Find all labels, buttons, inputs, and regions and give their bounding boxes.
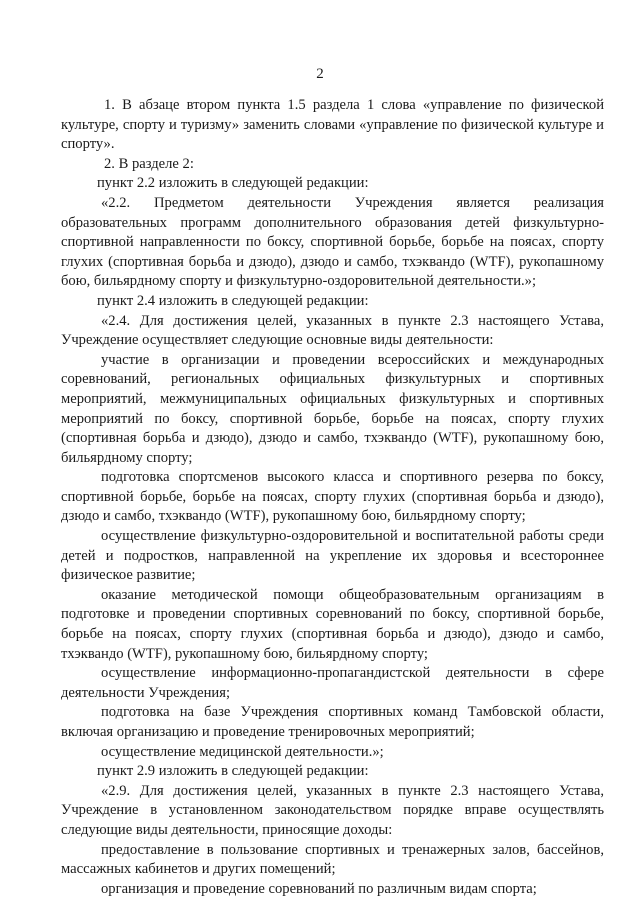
paragraph-item-2-4-intro: пункт 2.4 изложить в следующей редакции: — [97, 292, 369, 309]
list-item-premises-rental: предоставление в пользование спортивных и тренажерных залов, бассейнов, массажных кабинетов и других помещений; — [61, 841, 604, 878]
list-item-athlete-training: подготовка спортсменов высокого класса и спортивного резерва по боксу, спортивной борьбе, борьбе на поясах, спорту глухих (спортивная борьба и дзюдо), дзюдо и самбо, тхэквандо (WTF), рукопашному бою, бильярдному спорту; — [61, 469, 604, 525]
list-item-team-training: подготовка на базе Учреждения спортивных команд Тамбовской области, включая организацию и проведение тренировочных мероприятий; — [61, 704, 604, 740]
list-item-recreational-work: осуществление физкультурно-оздоровительной и воспитательной работы среди детей и подростков, направленной на укрепление их здоровья и всестороннее физическое развитие; — [61, 528, 604, 584]
document-body — [61, 96, 604, 899]
paragraph-section-2: 2. В разделе 2: — [104, 155, 194, 172]
list-item-information-activity: осуществление информационно-пропагандистской деятельности в сфере деятельности Учреждения; — [61, 665, 604, 701]
paragraph-item-2-9-intro: пункт 2.9 изложить в следующей редакции: — [97, 763, 369, 780]
list-item-competitions-organization: организация и проведение соревнований по различным видам спорта; — [101, 880, 537, 897]
paragraph-item-2-2-text: «2.2. Предметом деятельности Учреждения является реализация образовательных программ дополнительного образования детей физкультурно-спортивной направленности по боксу, спортивной борьбе, борьбе на поясах, спорту глухих (спортивная борьба и дзюдо), дзюдо и самбо, тхэквандо (WTF), рукопашному бою, бильярдному спорту и физкультурно-оздоровительной деятельности.»; — [61, 194, 604, 290]
list-item-methodical-help: оказание методической помощи общеобразовательным организациям в подготовке и проведении спортивных соревнований по боксу, спортивной борьбе, борьбе на поясах, спорту глухих (спортивная борьба и дзюдо), дзюдо и самбо, тхэквандо (WTF), рукопашному бою, бильярдному спорту; — [61, 586, 604, 662]
list-item-medical-activity: осуществление медицинской деятельности.»; — [101, 743, 384, 760]
paragraph-item-2-9-text: «2.9. Для достижения целей, указанных в пункте 2.3 настоящего Устава, Учреждение в установленном законодательством порядке вправе осуществлять следующие виды деятельности, приносящие доходы: — [61, 782, 604, 838]
paragraph-item-2-4-text: «2.4. Для достижения целей, указанных в пункте 2.3 настоящего Устава, Учреждение осуществляет следующие основные виды деятельности: — [61, 312, 604, 349]
paragraph-amendment-1: 1. В абзаце втором пункта 1.5 раздела 1 слова «управление по физической культуре, спорту и туризму» заменить словами «управление по физической культуре и спорту». — [61, 97, 604, 153]
list-item-competitions: участие в организации и проведении всероссийских и международных соревнований, региональных официальных физкультурных и спортивных мероприятий, межмуниципальных официальных физкультурных и спортивных мероприятий по боксу, спортивной борьбе, борьбе на поясах, спорту глухих (спортивная борьба и дзюдо), дзюдо и самбо, тхэквандо (WTF), рукопашному бою, бильярдному спорту; — [61, 351, 604, 466]
paragraph-item-2-2-intro: пункт 2.2 изложить в следующей редакции: — [97, 175, 369, 192]
page-number: 2 — [316, 66, 324, 82]
